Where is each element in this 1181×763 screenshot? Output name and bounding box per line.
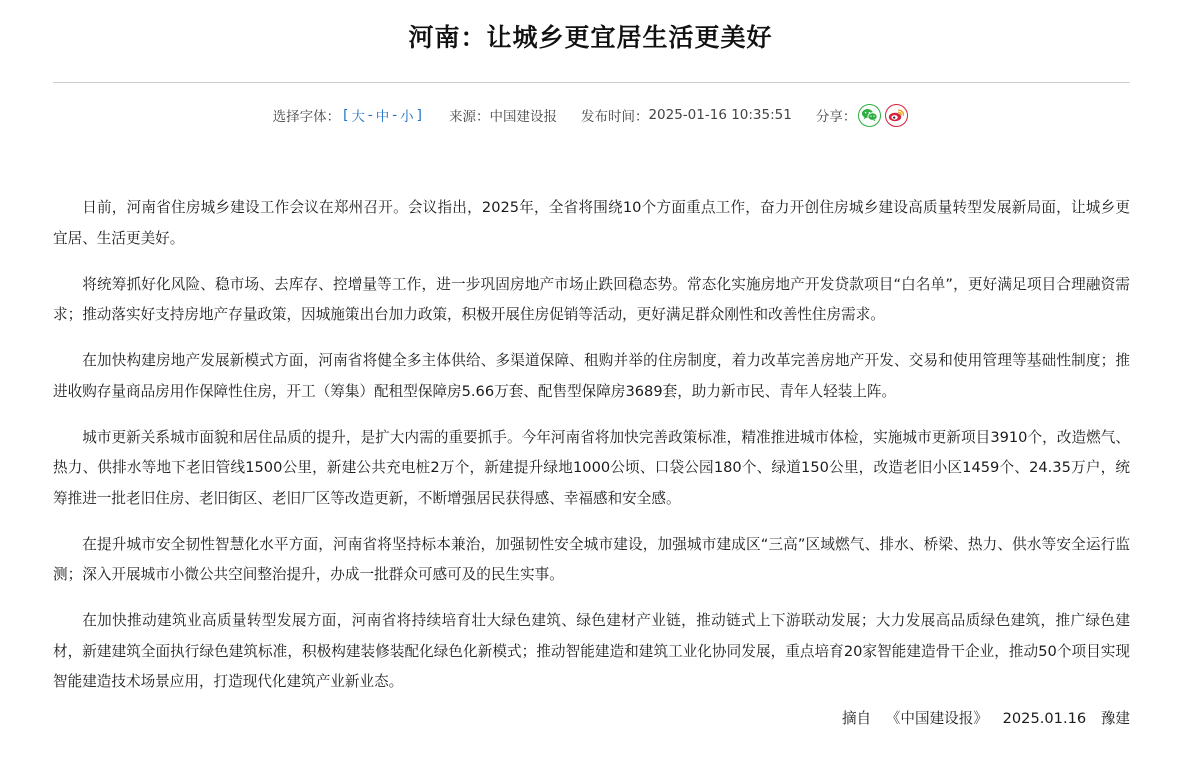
source-prefix: 摘自 [841,710,872,727]
font-size-large-link[interactable]: 大 [351,109,365,125]
share-bar [816,104,909,127]
font-size-selector [273,105,425,125]
source-attribution [832,704,1130,734]
article-paragraph: 城市更新关系城市面貌和居住品质的提升，是扩大内需的重要抓手。今年河南省将加快完善政策标准，精准推进城市体检，实施城市更新项目3910个，改造燃气、热力、供排水等地下老旧管线1500公里，新建公共充电桩2万个，新建提升绿地1000公顷、口袋公园180个、绿道150公里，改造老旧小区1459个、24.35万户，统筹推进一批老旧住房、老旧街区、老旧厂区等改造更新，不断增强居民获得感、幸福感和安全感。 [53,428,1130,507]
source-label: 来源： [448,109,490,125]
bracket-close: ] [416,107,422,123]
font-size-separator: - [392,107,398,123]
source-author: 豫建 [1100,710,1130,727]
font-size-separator: - [367,107,373,123]
wechat-icon[interactable] [858,104,881,127]
source-value: 中国建设报 [489,109,557,125]
article-paragraph: 将统筹抓好化风险、稳市场、去库存、控增量等工作，进一步巩固房地产市场止跌回稳态势。常态化实施房地产开发贷款项目“白名单”，更好满足项目合理融资需求；推动落实好支持房地产存量政策，因城施策出台加力政策，积极开展住房促销等活动，更好满足群众刚性和改善性住房需求。 [53,275,1130,323]
font-size-label: 选择字体： [272,109,341,125]
article-paragraph: 在提升城市安全韧性智慧化水平方面，河南省将坚持标本兼治，加强韧性安全城市建设，加强城市建成区“三高”区域燃气、排水、桥梁、热力、供水等安全运行监测；深入开展城市小微公共空间整治提升，办成一批群众可感可及的民生实事。 [53,535,1130,583]
article-source [449,105,557,125]
font-size-medium-link[interactable]: 中 [375,109,390,125]
title-divider [53,82,1130,83]
weibo-icon[interactable] [885,104,908,127]
bracket-open: [ [343,107,349,123]
source-publication: 《中国建设报》 [885,710,988,727]
article-paragraph: 在加快构建房地产发展新模式方面，河南省将健全多主体供给、多渠道保障、租购并举的住房制度，着力改革完善房地产开发、交易和使用管理等基础性制度；推进收购存量商品房用作保障性住房，开工（筹集）配租型保障房5.66万套、配售型保障房3689套，助力新市民、青年人轻装上阵。 [53,352,1130,400]
font-size-small-link[interactable]: 小 [400,109,414,125]
publish-time [581,105,792,125]
article-meta [0,100,1181,130]
article-paragraph: 日前，河南省住房城乡建设工作会议在郑州召开。会议指出，2025年，全省将围绕10个方面重点工作，奋力开创住房城乡建设高质量转型发展新局面，让城乡更宜居、生活更美好。 [53,199,1130,247]
publish-time-label: 发布时间： [580,109,649,125]
source-date: 2025.01.16 [1002,710,1087,727]
article-title: 河南：让城乡更宜居生活更美好 [408,23,773,52]
article-paragraph: 在加快推动建筑业高质量转型发展方面，河南省将持续培育壮大绿色建筑、绿色建材产业链，推动链式上下游联动发展；大力发展高品质绿色建筑，推广绿色建材，新建建筑全面执行绿色建筑标准，积极构建装修装配化绿色化新模式；推动智能建造和建筑工业化协同发展，重点培育20家智能建造骨干企业，推动50个项目实现智能建造技术场景应用，打造现代化建筑产业新业态。 [53,612,1130,690]
article-body [53,193,1130,713]
share-label: 分享： [815,109,857,125]
publish-time-value: 2025-01-16 10:35:51 [648,107,792,123]
